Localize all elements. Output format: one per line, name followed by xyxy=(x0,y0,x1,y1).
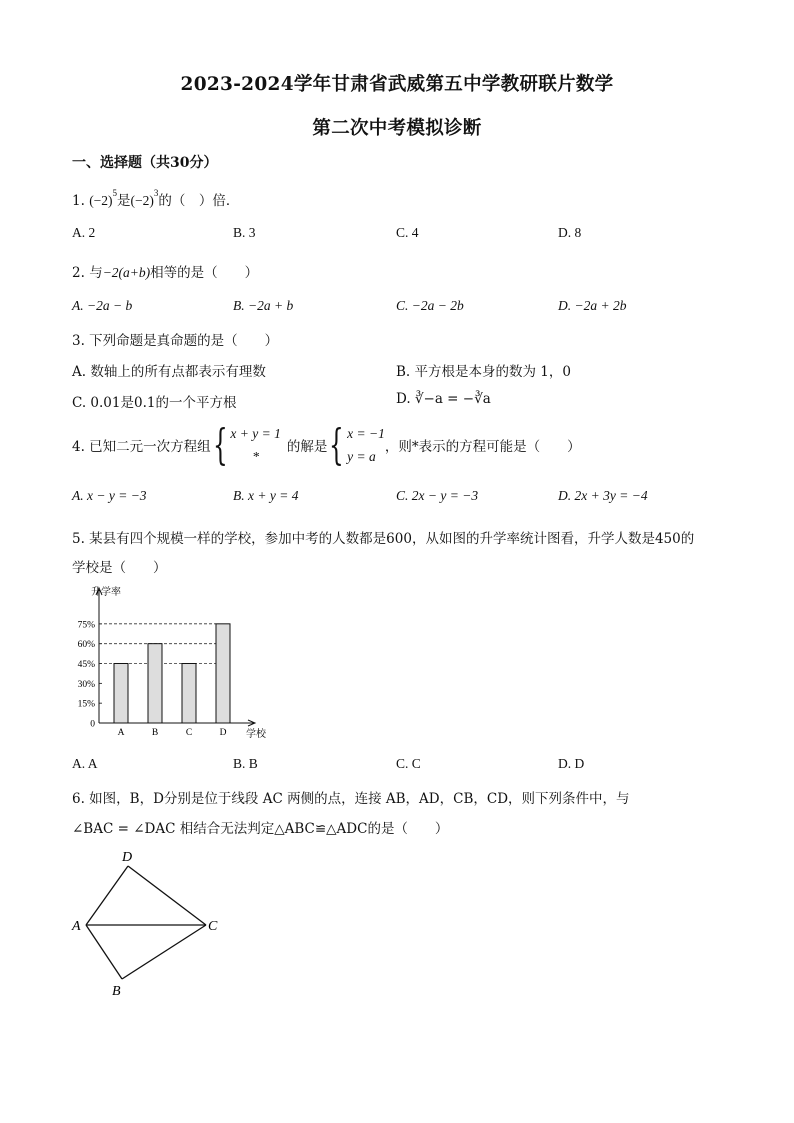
y-tick-label: 30% xyxy=(77,679,95,690)
quadrilateral-figure xyxy=(60,845,240,1005)
question-5-line2: 学校是（ ） xyxy=(72,560,167,576)
left-brace-icon: { xyxy=(212,420,228,469)
segment-dc xyxy=(128,866,206,925)
point-label-d: D xyxy=(122,850,133,865)
q2-number: 2. xyxy=(72,265,85,281)
q2-option-b: B. −2a + b xyxy=(233,298,294,313)
question-6-line2: ∠BAC = ∠DAC 相结合无法判定△ABC≌△ADC的是（ ） xyxy=(72,821,449,837)
y-tick-label: 0 xyxy=(90,719,95,730)
q3-option-b: B. 平方根是本身的数为 1，0 xyxy=(396,364,571,380)
q2-option-c: C. −2a − 2b xyxy=(396,298,464,313)
q2-option-a: A. −2a − b xyxy=(72,298,133,313)
q2-post: 相等的是（ ） xyxy=(150,265,259,281)
segment-bc xyxy=(122,925,206,979)
exam-title-line1: 2023-2024学年甘肃省武威第五中学教研联片数学 xyxy=(180,74,614,95)
question-1 xyxy=(72,188,239,209)
segment-ad xyxy=(86,866,128,925)
q3-option-a: A. 数轴上的所有点都表示有理数 xyxy=(72,364,266,380)
x-tick-label: A xyxy=(117,728,125,738)
bar-a xyxy=(114,664,128,724)
q4-post: ，则*表示的方程可能是（ ） xyxy=(384,439,581,455)
question-6-line1: 6. 如图，B，D分别是位于线段 AC 两侧的点，连接 AB，AD，CB，CD，则下列条件中，与 xyxy=(72,791,630,807)
question-5-line1: 5. 某县有四个规模一样的学校，参加中考的人数都是600，从如图的升学率统计图看，升学人数是450的 xyxy=(72,531,695,547)
q4-sys1-eq2: * xyxy=(252,449,260,464)
question-3: 3. 下列命题是真命题的是（ ） xyxy=(72,333,279,349)
segment-ab xyxy=(86,925,122,979)
admission-rate-bar-chart xyxy=(72,580,282,750)
q4-option-a: A. x − y = −3 xyxy=(72,488,147,503)
exam-title-line2: 第二次中考模拟诊断 xyxy=(312,118,482,139)
bar-c xyxy=(182,664,196,724)
q4-sys2-eq2: y = a xyxy=(347,449,376,464)
y-tick-label: 60% xyxy=(77,640,95,651)
q1-tail: 的（ ）倍． xyxy=(158,193,240,209)
question-2 xyxy=(72,261,258,281)
q2-option-d: D. −2a + 2b xyxy=(558,298,627,313)
x-tick-label: C xyxy=(185,728,193,738)
q4-option-b: B. x + y = 4 xyxy=(233,488,299,503)
x-axis-label: 学校 xyxy=(246,729,266,740)
bar-b xyxy=(148,644,162,723)
point-label-a: A xyxy=(72,919,81,934)
question-4 xyxy=(72,422,581,468)
x-tick-label: D xyxy=(219,728,227,738)
q1-option-c: C. 4 xyxy=(396,225,419,240)
q5-option-c: C. C xyxy=(396,756,421,771)
q4-mid: 的解是 xyxy=(286,439,328,455)
q1-power-1: $(-2)^5$ xyxy=(89,188,118,208)
point-label-c: C xyxy=(208,919,218,934)
q1-number: 1. xyxy=(72,193,85,209)
q4-sys1-eq1: x + y = 1 xyxy=(230,426,281,441)
q2-expression: −2(a+b) xyxy=(102,265,151,280)
y-tick-label: 45% xyxy=(77,660,95,670)
left-brace-icon: { xyxy=(329,420,345,469)
q4-solution-system xyxy=(347,422,385,468)
q1-option-b: B. 3 xyxy=(233,225,256,240)
point-label-b: B xyxy=(112,984,121,999)
q3-option-d: D. ∛−a = −∛a xyxy=(396,391,491,407)
y-axis-label: 升学率 xyxy=(91,587,121,598)
q4-option-c: C. 2x − y = −3 xyxy=(396,488,479,503)
q2-pre: 与 xyxy=(89,265,103,281)
bar-d xyxy=(216,624,230,723)
x-tick-label: B xyxy=(151,728,159,738)
q5-option-a: A. A xyxy=(72,756,98,771)
section-heading-choice: 一、选择题（共30分） xyxy=(72,155,218,171)
q4-sys2-eq1: x = −1 xyxy=(347,426,385,441)
q4-equation-system xyxy=(230,422,280,468)
q1-option-d: D. 8 xyxy=(558,225,582,240)
q1-mid: 是 xyxy=(117,193,131,209)
q3-option-c: C. 0.01是0.1的一个平方根 xyxy=(72,395,237,411)
q1-power-2: $(-2)^3$ xyxy=(130,188,159,208)
q4-option-d: D. 2x + 3y = −4 xyxy=(558,488,648,503)
q5-option-d: D. D xyxy=(558,756,585,771)
q5-option-b: B. B xyxy=(233,756,258,771)
y-tick-label: 75% xyxy=(77,620,95,631)
y-tick-label: 15% xyxy=(77,699,95,710)
q1-option-a: A. 2 xyxy=(72,225,96,240)
q4-pre: 4. 已知二元一次方程组 xyxy=(72,439,211,455)
